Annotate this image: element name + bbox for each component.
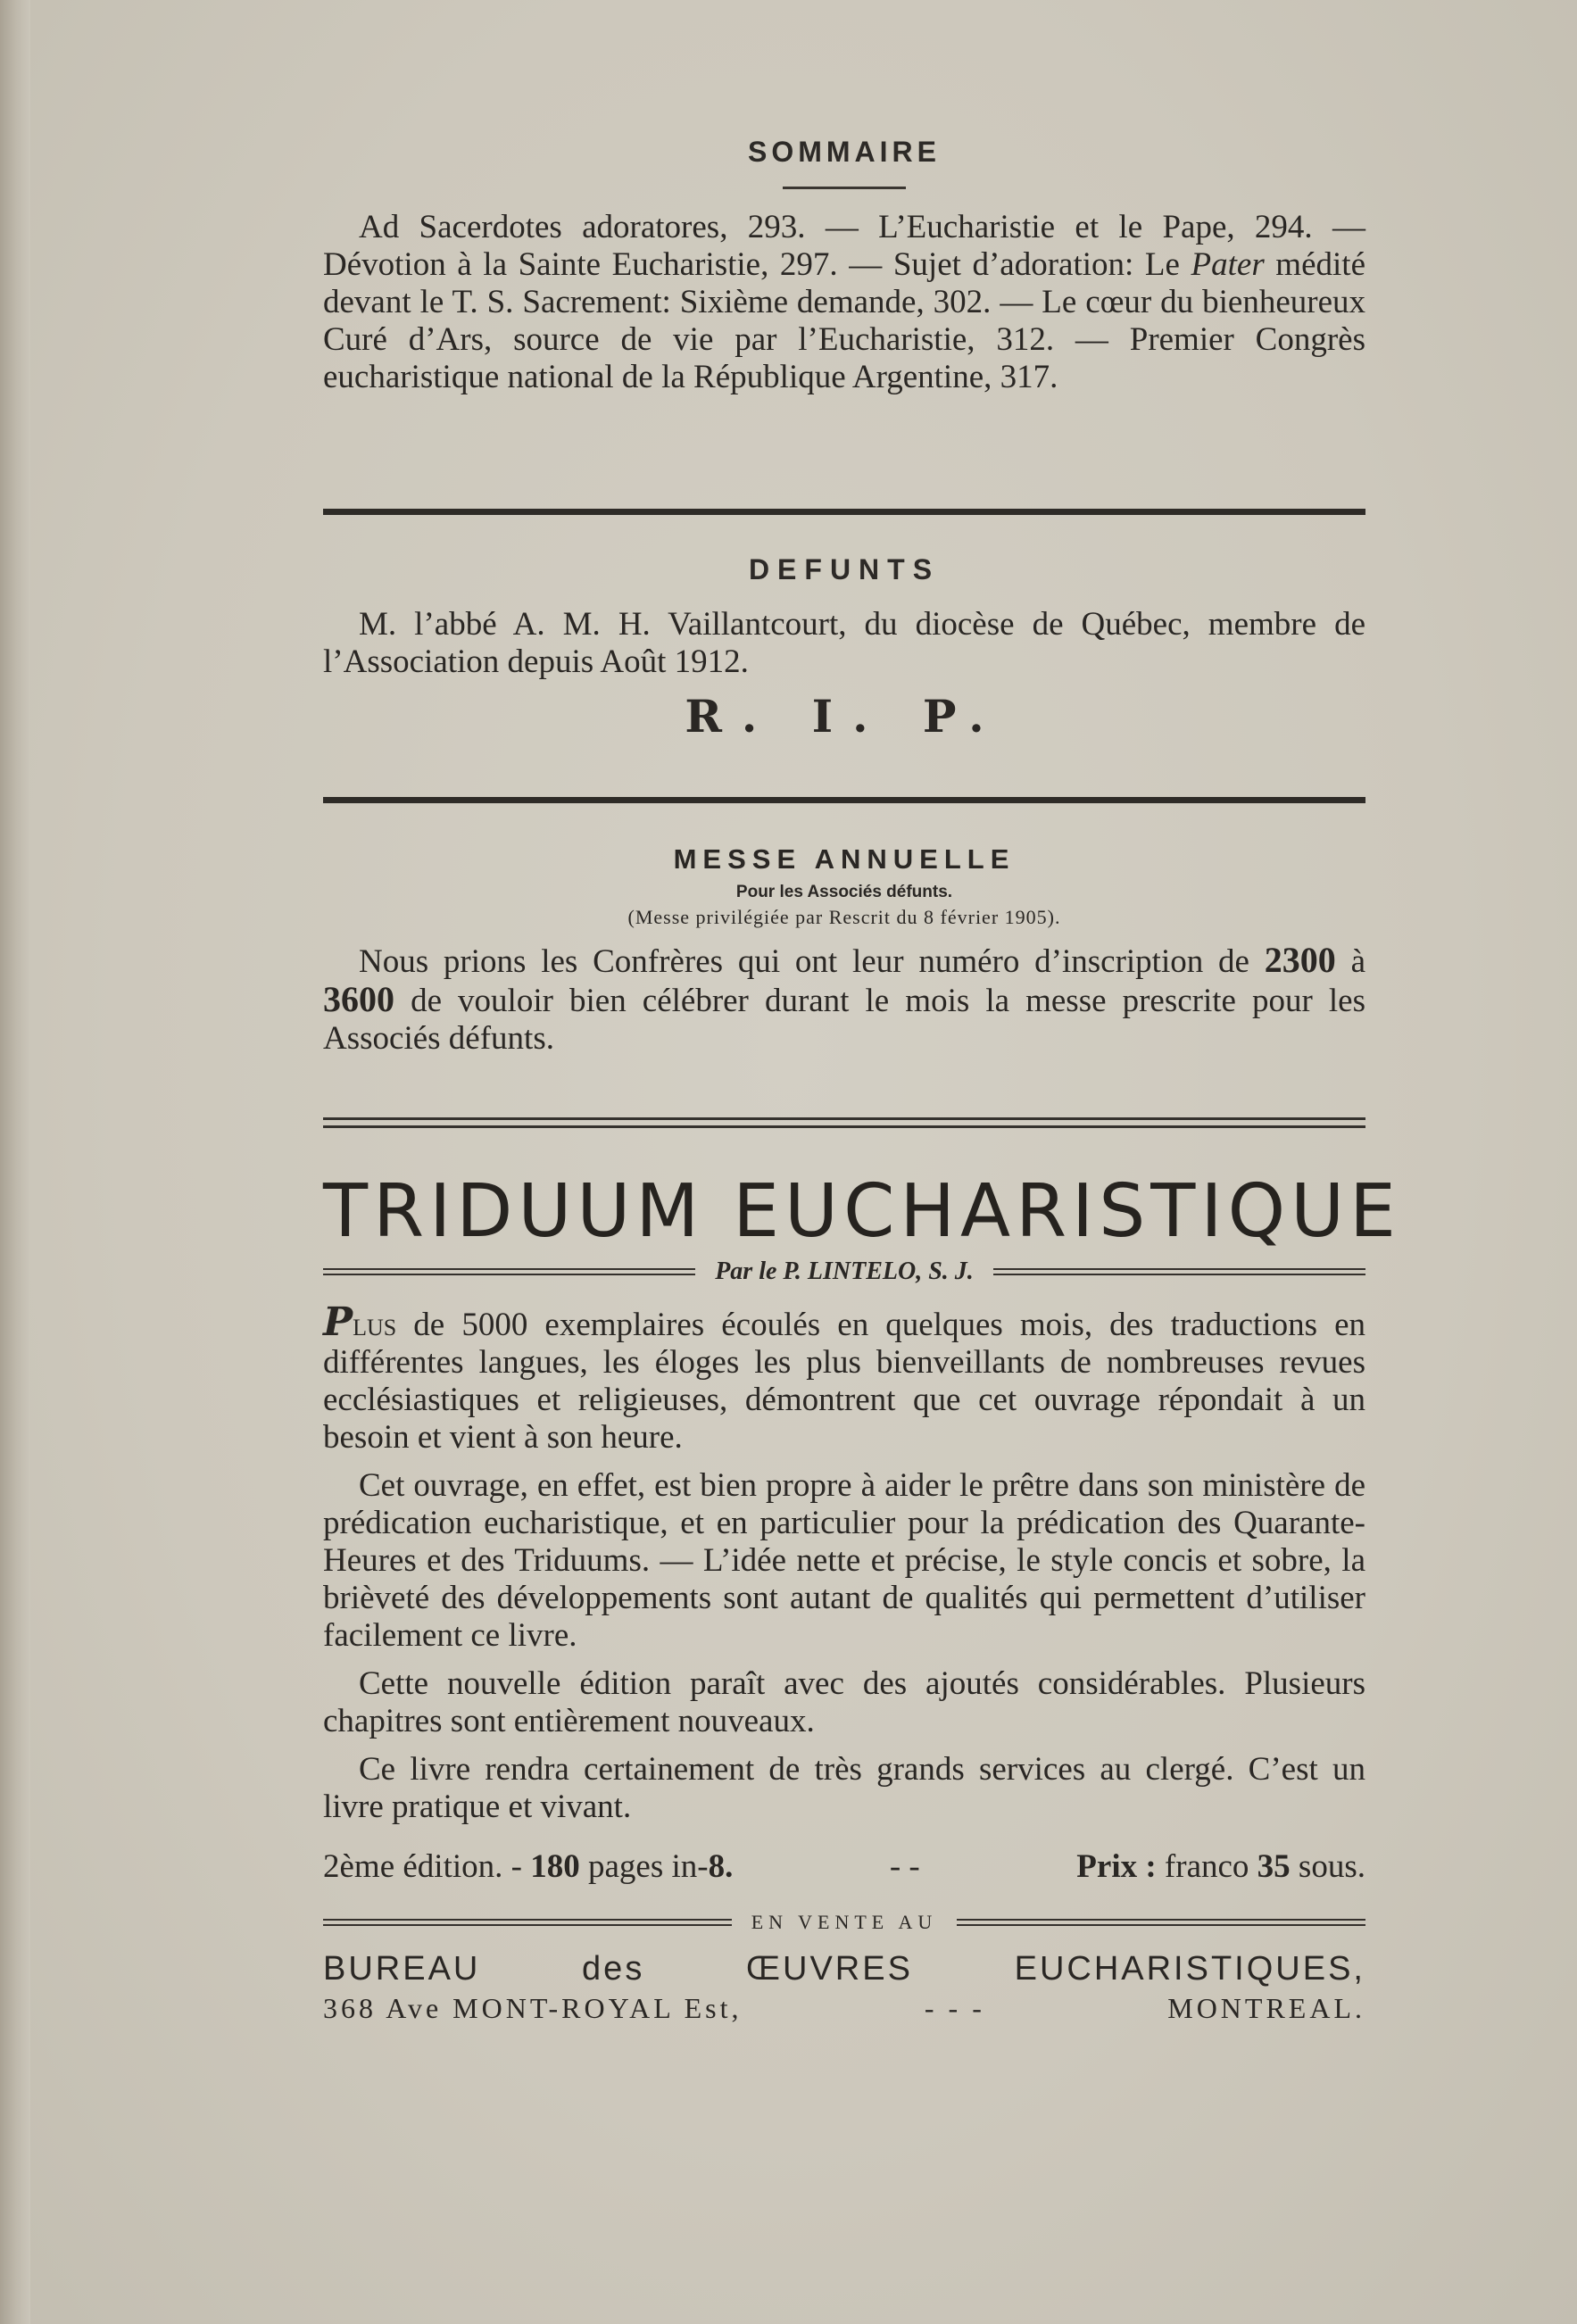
edition-dashes: - - [889, 1848, 920, 1885]
address-city: MONTREAL. [1167, 1992, 1365, 2024]
rule-before-triduum [323, 1117, 1365, 1128]
defunts-section [323, 553, 1365, 743]
bureau-line [323, 1950, 1365, 1988]
address-dots: - - - [924, 1992, 985, 2024]
messe-num-to: 3600 [323, 979, 394, 1019]
dropcap-smallcaps: lus [353, 1307, 397, 1343]
triduum-paragraph-3: Cette nouvelle édition paraît avec des ajoutés considérables. Plusieurs chapitres sont entièrement nouveaux. [323, 1665, 1365, 1739]
sommaire-text-part-b: médité devant le T. S. Sacrement: Sixième demande, 302. — Le cœur du bienheureux Curé d’Ars, source de vie par l’Eucharistie, 312. — Premier Congrès eucharistique national de la République Argentine, [323, 246, 1365, 395]
edition-pages-number: 180 [530, 1848, 580, 1885]
vente-rule-right [957, 1919, 1365, 1926]
sommaire-text [323, 209, 1365, 396]
price-unit: sous. [1298, 1848, 1365, 1885]
sommaire-title: SOMMAIRE [748, 136, 941, 168]
vente-row [323, 1911, 1365, 1934]
rule-after-defunts [323, 797, 1365, 803]
price-number: 35 [1257, 1848, 1291, 1885]
triduum-paragraph-2: Cet ouvrage, en effet, est bien propre à aider le prêtre dans son ministère de prédication eucharistique, et en particulier pour la prédication des Quarante-Heures et des Triduums. — L’idée nette et précise, le style concis et sobre, la brièveté des développements sont autant de qualités qui permettent d’utiliser facilement ce livre. [323, 1467, 1365, 1654]
edition-label: 2ème édition. - [323, 1848, 522, 1885]
price-label: Prix : [1076, 1848, 1157, 1885]
messe-subtitle: Pour les Associés défunts. [735, 883, 953, 901]
edition-pages [323, 1847, 733, 1886]
address-street: 368 Ave MONT-ROYAL Est, [323, 1992, 743, 2024]
byline-rule-right [993, 1268, 1365, 1275]
address-line [323, 1992, 1365, 2025]
vente-label: EN VENTE AU [751, 1911, 938, 1933]
dropcap-letter: P [323, 1299, 353, 1345]
messe-text-part-a: Nous prions les Confrères qui ont leur numéro d’inscription de [359, 943, 1265, 980]
messe-section [323, 843, 1365, 1058]
triduum-title: TRIDUUM EUCHARISTIQUE [323, 1169, 1401, 1254]
edition-line [323, 1847, 1365, 1886]
byline-rule-left [323, 1268, 695, 1275]
book-spine-edge [0, 0, 30, 2324]
messe-note: (Messe privilégiée par Rescrit du 8 février 1905). [627, 906, 1061, 928]
sommaire-title-rule [783, 187, 906, 189]
messe-text-mid: à [1335, 943, 1365, 980]
bureau-word-2: des [582, 1950, 645, 1988]
rule-after-sommaire [323, 509, 1365, 515]
triduum-section [323, 1169, 1401, 2025]
price-text: franco [1164, 1848, 1249, 1885]
bureau-word-1: BUREAU [323, 1950, 481, 1988]
bureau-word-3: ŒUVRES [746, 1950, 913, 1988]
messe-text-part-b: de vouloir bien célébrer durant le mois la messe prescrite pour les Associés défunts. [323, 983, 1365, 1057]
edition-price [1076, 1847, 1365, 1886]
rip-text: R. I. P. [685, 690, 1004, 743]
messe-text [323, 942, 1365, 1058]
triduum-paragraph-1 [323, 1299, 1365, 1457]
bureau-word-4: EUCHARISTIQUES, [1014, 1950, 1365, 1988]
triduum-byline: Par le P. LINTELO, S. J. [715, 1257, 974, 1285]
triduum-paragraph-1-text: de 5000 exemplaires écoulés en quelques mois, des traductions en différentes langues, les éloges les plus bienveillants de nombreuses revues ecclésiastiques et religieuses, démontrent que cet ouvrage répondait à un besoin et vient à son heure. [323, 1307, 1365, 1456]
sommaire-section [323, 136, 1365, 396]
vente-rule-left [323, 1919, 732, 1926]
sommaire-text-part-a: Ad Sacerdotes adoratores, 293. — L’Eucharistie et le Pape, 294. — Dévotion à la Sainte Eucharistie, 297. — Sujet d’adoration: Le [323, 209, 1365, 283]
messe-title: MESSE ANNUELLE [673, 843, 1016, 875]
edition-pages-text: pages in- [587, 1848, 709, 1885]
messe-num-from: 2300 [1264, 940, 1336, 980]
sommaire-text-part-c: 317. [1000, 359, 1058, 395]
byline-row [323, 1257, 1365, 1286]
defunts-title: DEFUNTS [748, 553, 941, 585]
defunts-text: M. l’abbé A. M. H. Vaillantcourt, du diocèse de Québec, membre de l’Association depuis Août 1912. [323, 606, 1365, 680]
edition-format: 8. [708, 1848, 734, 1885]
triduum-paragraph-4: Ce livre rendra certainement de très grands services au clergé. C’est un livre pratique et vivant. [323, 1751, 1365, 1825]
sommaire-text-pater: Pater [1191, 246, 1265, 283]
